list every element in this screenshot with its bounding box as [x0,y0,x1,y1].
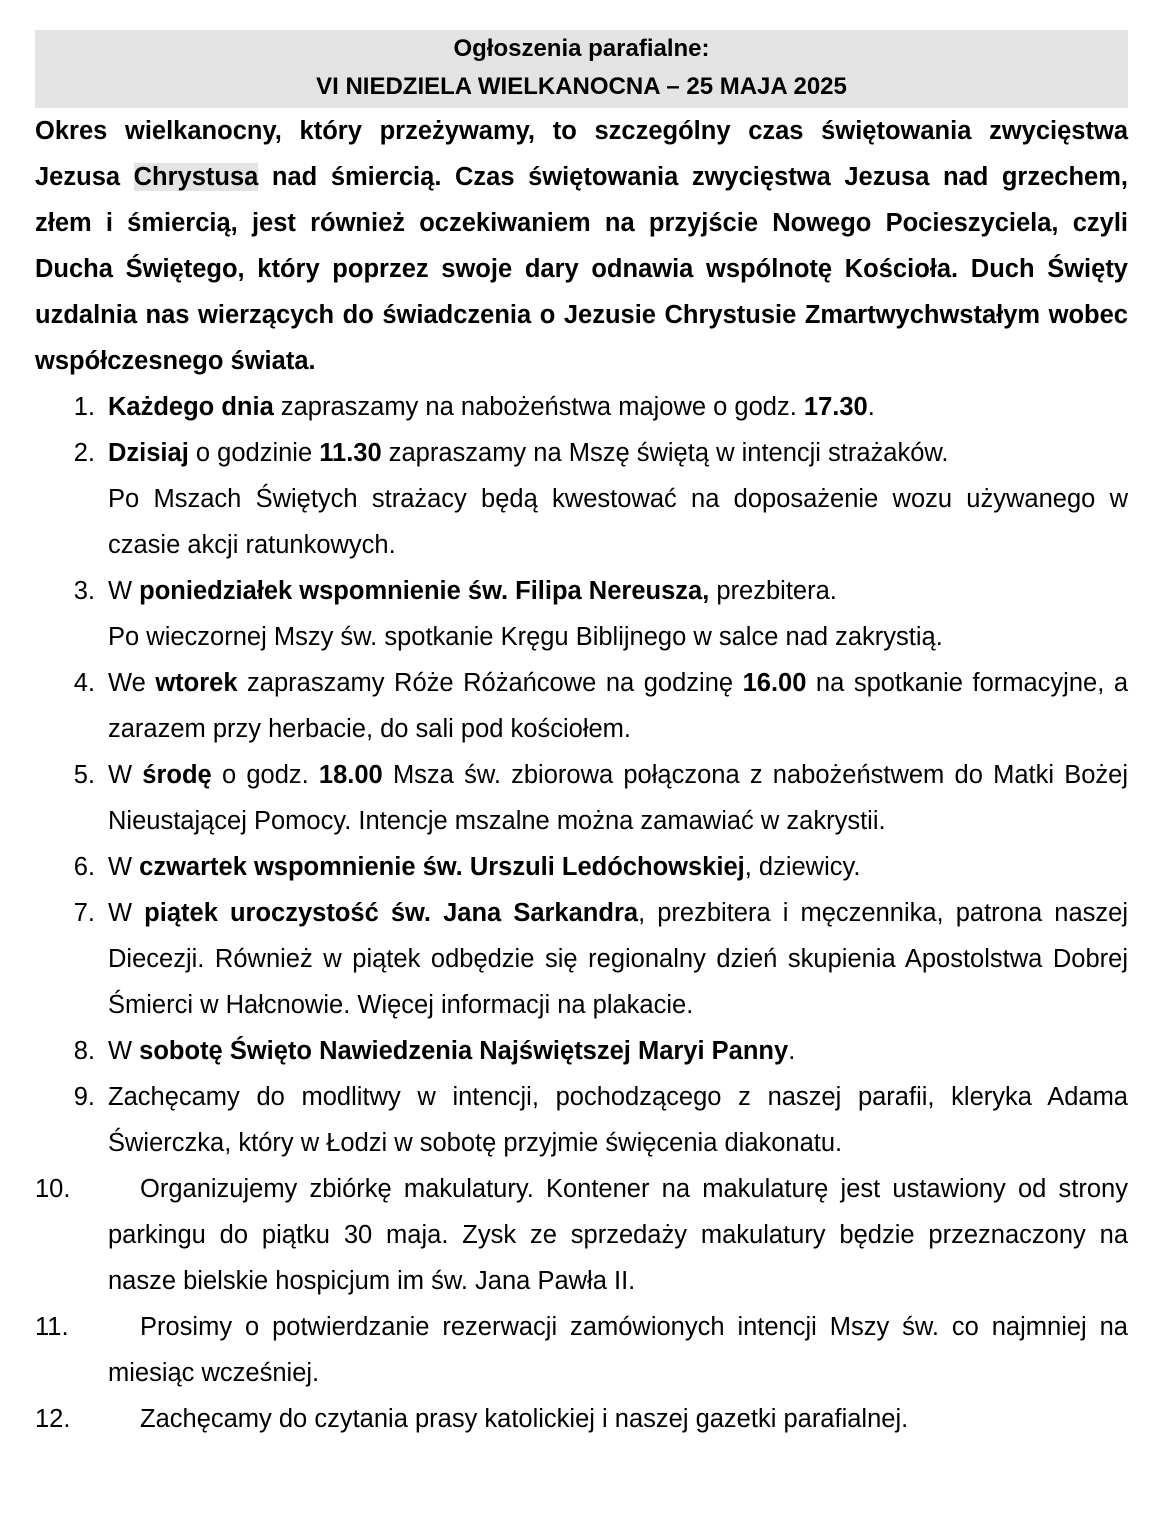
item-text: . [867,393,875,421]
item-text: W [108,577,140,605]
announcement-item [35,1074,1128,1166]
announcement-item [35,890,1128,1028]
item-number: 7. [73,899,95,927]
intro-text-part2: nad śmiercią. Czas świętowania zwycięstwa Jezusa nad grzechem, złem i śmiercią, jest również oczekiwaniem na przyjście Nowego Pocieszyciela, czyli Ducha Świętego, który poprzez swoje dary odnawia wspólnotę Kościoła. Duch Święty uzdalnia nas wierzących do świadczenia o Jezusie Chrystusie Zmartwychwstałym wobec współczesnego świata. [35,163,1128,375]
header-date-line: VI NIEDZIELA WIELKANOCNA – 25 MAJA 2025 [316,73,847,100]
intro-paragraph [35,108,1128,384]
item-text: o godzinie [188,439,320,467]
announcement-list [35,384,1128,1442]
announcement-item [35,1166,1128,1304]
item-subtext: Po Mszach Świętych strażacy będą kwestować na doposażenie wozu używanego w czasie akcji ratunkowych. [108,485,1128,559]
item-text: . [788,1037,796,1065]
item-number: 10. [35,1175,71,1203]
item-bold-text: 16.00 [742,669,807,697]
announcement-item [35,752,1128,844]
item-text: Zachęcamy do czytania prasy katolickiej i naszej gazetki parafialnej. [140,1405,909,1433]
item-text: zapraszamy na Mszę świętą w intencji strażaków. [381,439,949,467]
item-text: Msza św. zbiorowa połączona z nabożeństwem do Matki Bożej Nieustającej Pomocy. Intencje mszalne można zamawiać w zakrystii. [108,761,1128,835]
header-title: Ogłoszenia parafialne: [453,35,710,62]
item-subtext: Po wieczornej Mszy św. spotkanie Kręgu Biblijnego w salce nad zakrystią. [108,623,943,651]
item-bold-text: wtorek [155,669,238,697]
item-number: 5. [73,761,95,789]
item-bold-text: piątek uroczystość św. Jana Sarkandra [144,899,639,927]
announcement-item [35,660,1128,752]
announcement-item [35,384,1128,430]
announcement-item [35,1396,1128,1442]
item-number: 11. [35,1313,69,1341]
announcement-item [35,844,1128,890]
intro-text-part1: Okres wielkanocny, który przeżywamy, to szczególny czas świętowania zwycięstwa Jezusa [35,117,1128,191]
item-text: prezbitera. [709,577,837,605]
announcement-item [35,1028,1128,1074]
item-text: , dziewicy. [744,853,861,881]
item-number: 12. [35,1405,71,1433]
item-number: 4. [73,669,95,697]
item-text: Prosimy o potwierdzanie rezerwacji zamówionych intencji Mszy św. co najmniej na miesiąc wcześniej. [108,1313,1128,1387]
item-text: na spotkanie formacyjne, a zarazem przy herbacie, do sali pod kościołem. [108,669,1129,743]
document-header [35,30,1128,108]
item-bold-text: czwartek wspomnienie św. Urszuli Ledóchowskiej [139,853,745,881]
item-text: zapraszamy Róże Różańcowe na godzinę [237,669,743,697]
announcements-document [35,30,1128,1442]
item-bold-text: poniedziałek wspomnienie św. Filipa Nereusza, [139,577,710,605]
announcement-item [35,568,1128,660]
item-text: W [108,1037,140,1065]
item-text: Organizujemy zbiórkę makulatury. Kontener na makulaturę jest ustawiony od strony parkingu do piątku 30 maja. Zysk ze sprzedaży makulatury będzie przeznaczony na nasze bielskie hospicjum im św. Jana Pawła II. [108,1175,1128,1295]
item-text: zapraszamy na nabożeństwa majowe o godz. [273,393,804,421]
item-text: o godz. [211,761,319,789]
item-number: 6. [73,853,95,881]
item-bold-text: 18.00 [318,761,383,789]
item-text: Zachęcamy do modlitwy w intencji, pochodzącego z naszej parafii, kleryka Adama Świerczka, który w Łodzi w sobotę przyjmie święcenia diakonatu. [108,1083,1128,1157]
announcement-item [35,1304,1128,1396]
item-bold-text: Dzisiaj [108,439,189,467]
item-number: 2. [73,439,95,467]
item-bold-text: środę [142,761,212,789]
item-number: 9. [73,1083,95,1111]
item-bold-text: 17.30 [803,393,868,421]
intro-highlighted-word: Chrystusa [133,163,259,191]
item-bold-text: 11.30 [319,439,382,467]
item-text: W [108,761,143,789]
item-text: , prezbitera i męczennika, patrona naszej Diecezji. Również w piątek odbędzie się regionalny dzień skupienia Apostolstwa Dobrej Śmierci w Hałcnowie. Więcej informacji na plakacie. [108,899,1129,1019]
item-text: W [108,853,140,881]
item-number: 1. [73,393,95,421]
item-text: We [108,669,156,697]
announcement-item [35,430,1128,568]
item-number: 8. [73,1037,95,1065]
item-number: 3. [73,577,95,605]
item-bold-text: Każdego dnia [108,393,274,421]
item-bold-text: sobotę Święto Nawiedzenia Najświętszej Maryi Panny [139,1037,789,1065]
item-text: W [108,899,145,927]
